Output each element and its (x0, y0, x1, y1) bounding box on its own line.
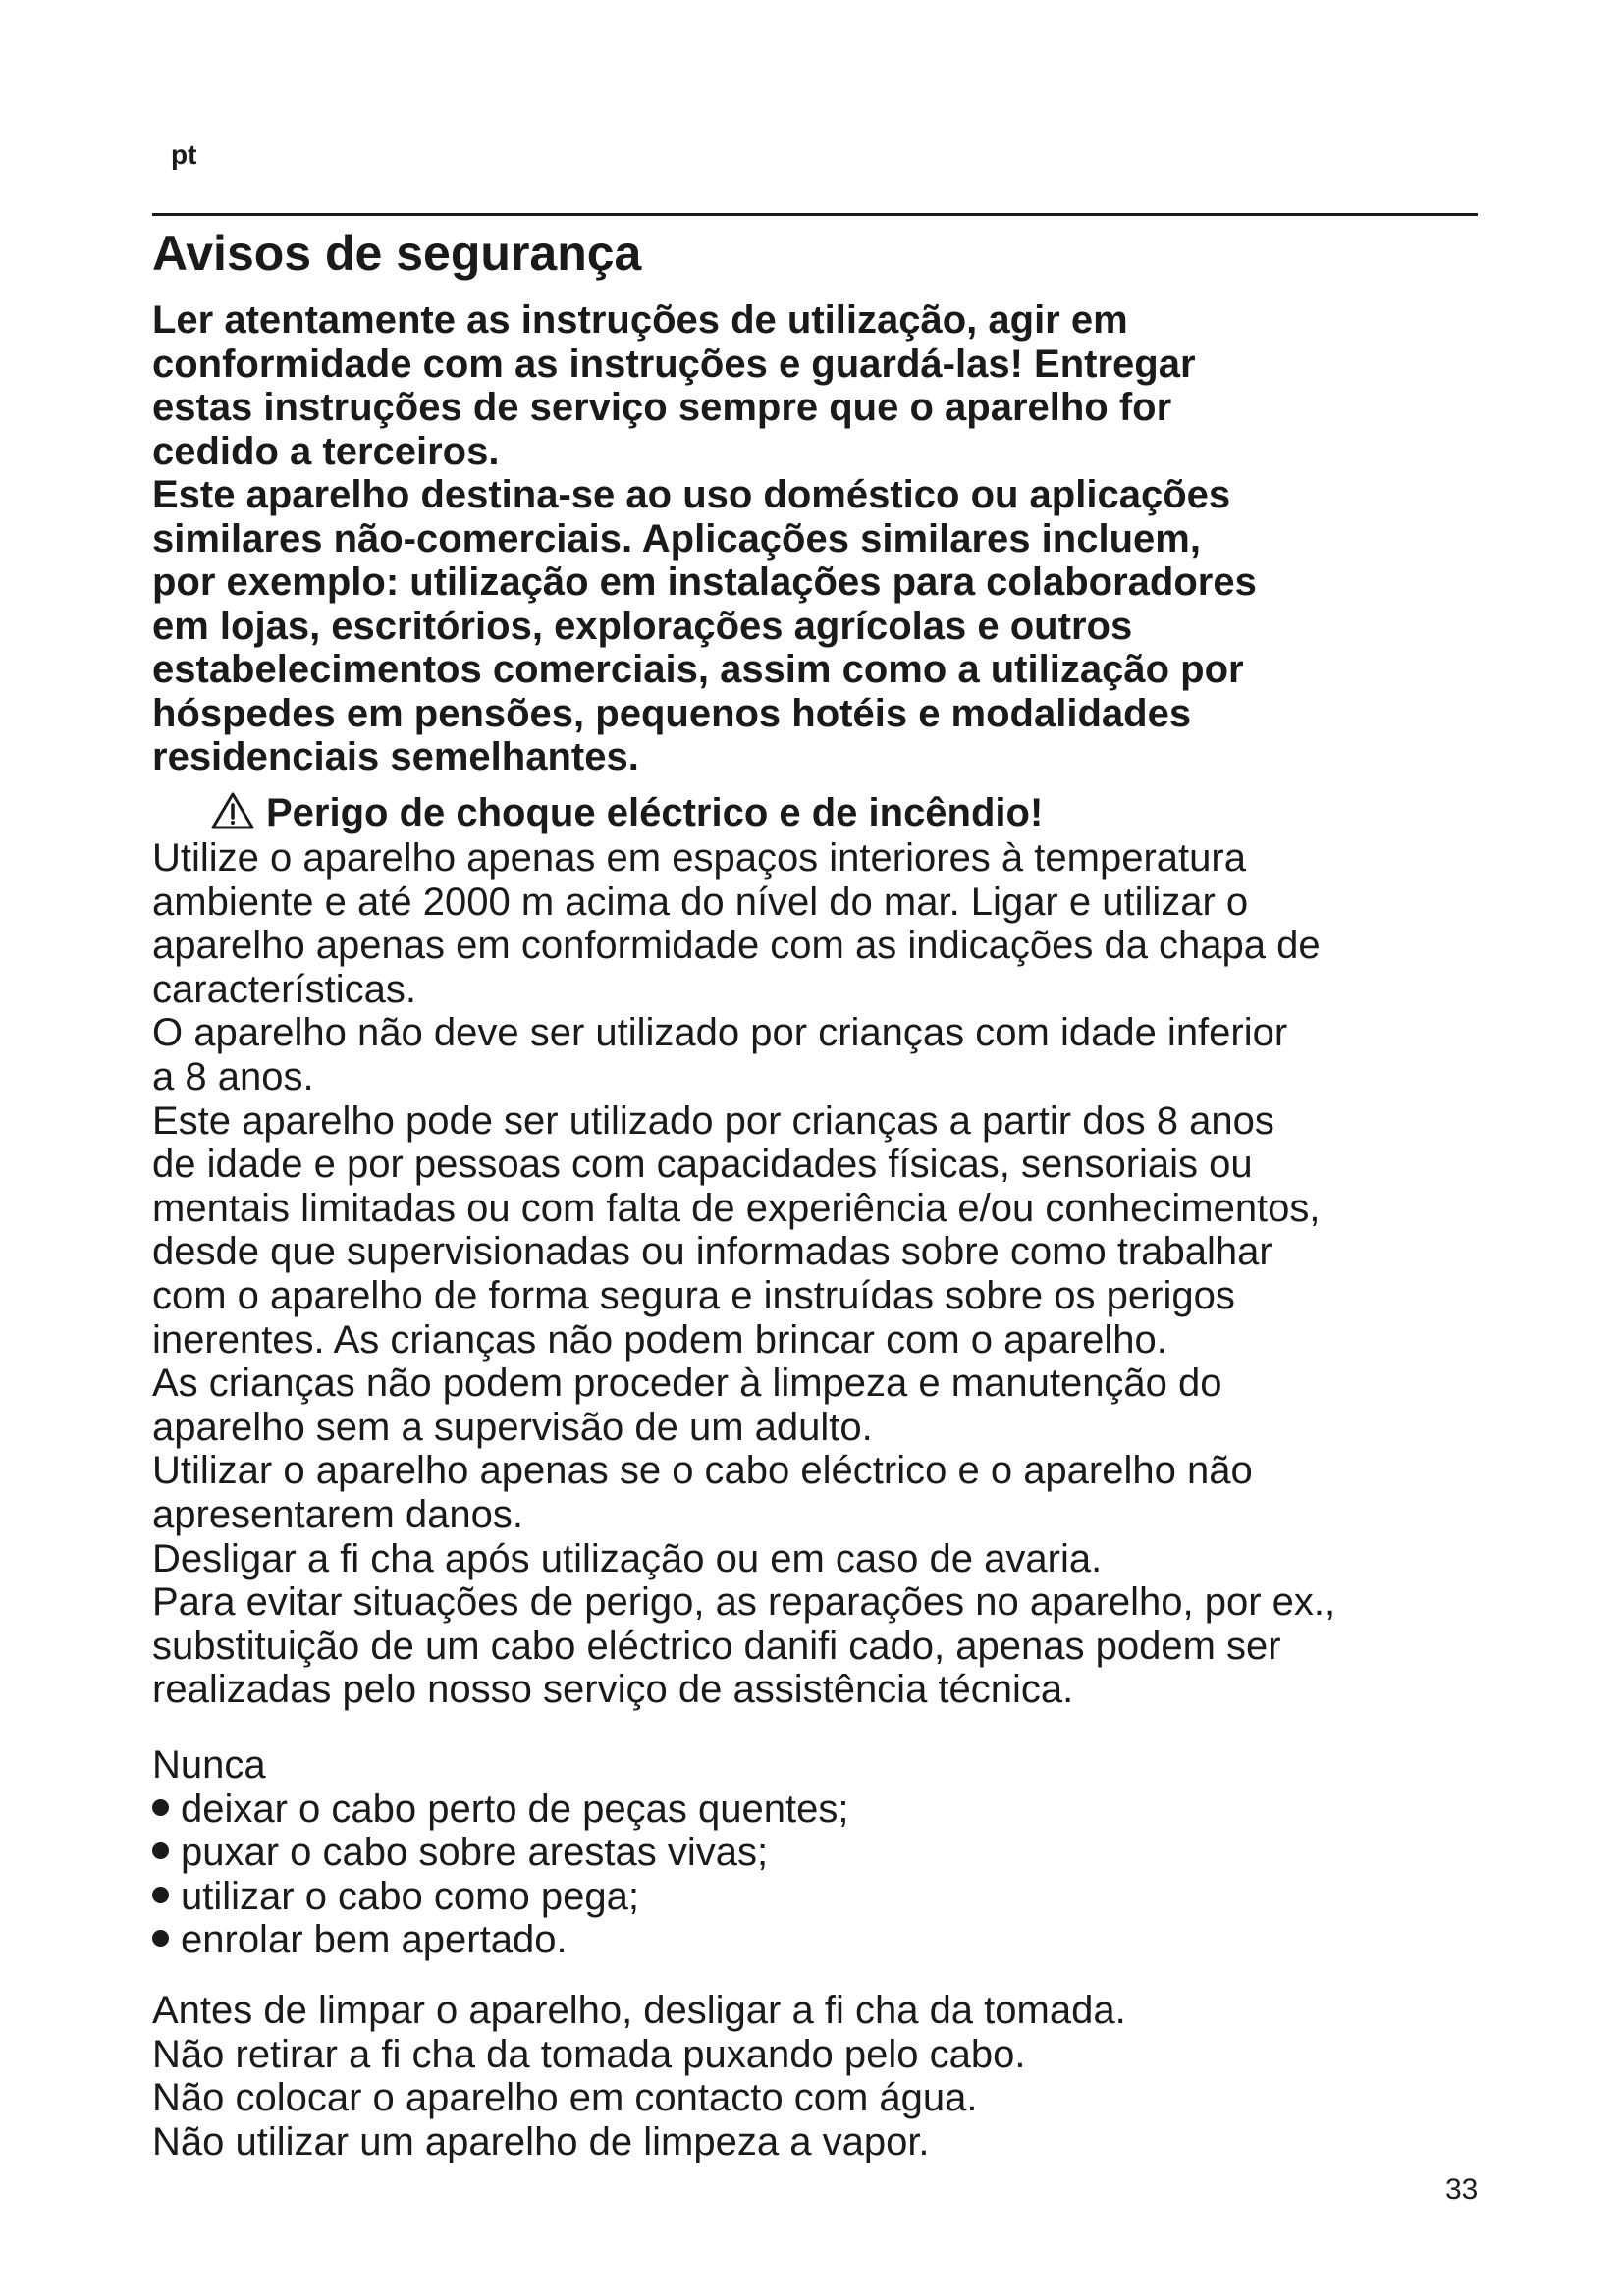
bullet-icon (152, 1799, 169, 1816)
warning-triangle-icon (211, 792, 254, 829)
warning-heading (211, 791, 1043, 834)
body-line: de idade e por pessoas com capacidades físicas, sensoriais ou (152, 1143, 1253, 1187)
intro-line: em lojas, escritórios, explorações agrícolas e outros (152, 604, 1133, 648)
list-item (152, 1831, 1429, 1875)
cleaning-section (152, 1989, 1429, 2163)
warning-heading-text: Perigo de choque eléctrico e de incêndio! (266, 791, 1044, 834)
list-item (152, 1875, 1429, 1919)
cleaning-line: Não utilizar um aparelho de limpeza a vapor. (152, 2119, 930, 2163)
intro-line: Este aparelho destina-se ao uso doméstico ou aplicações (152, 473, 1231, 516)
list-item (152, 1918, 1429, 1962)
nunca-section (152, 1743, 1429, 1962)
body-line: realizadas pelo nosso serviço de assistência técnica. (152, 1668, 1074, 1712)
body-line: apresentarem danos. (152, 1492, 524, 1536)
list-item-text: utilizar o cabo como pega; (181, 1874, 639, 1918)
body-line: aparelho apenas em conformidade com as indicações da chapa de (152, 924, 1321, 968)
body-line: desde que supervisionadas ou informadas sobre como trabalhar (152, 1230, 1272, 1274)
intro-line: conformidade com as instruções e guardá-las! Entregar (152, 342, 1196, 386)
intro-line: residenciais semelhantes. (152, 735, 639, 778)
safety-body (152, 836, 1497, 1712)
body-line: O aparelho não deve ser utilizado por crianças com idade inferior (152, 1011, 1288, 1055)
intro-paragraph (152, 298, 1488, 779)
body-line: a 8 anos. (152, 1054, 314, 1098)
intro-line: hóspedes em pensões, pequenos hotéis e modalidades (152, 691, 1192, 735)
list-item (152, 1788, 1429, 1832)
intro-line: Ler atentamente as instruções de utilização, agir em (152, 298, 1128, 342)
intro-line: por exemplo: utilização em instalações para colaboradores (152, 561, 1257, 604)
intro-line: cedido a terceiros. (152, 429, 500, 473)
body-line: características. (152, 967, 416, 1011)
cleaning-line: Não retirar a fi cha da tomada puxando pelo cabo. (152, 2032, 1026, 2076)
cleaning-line: Não colocar o aparelho em contacto com água. (152, 2076, 978, 2119)
body-line: Este aparelho pode ser utilizado por crianças a partir dos 8 anos (152, 1098, 1274, 1143)
page-title: Avisos de segurança (152, 226, 642, 281)
body-line: com o aparelho de forma segura e instruídas sobre os perigos (152, 1273, 1235, 1317)
bullet-icon (152, 1842, 169, 1859)
intro-line: estabelecimentos comerciais, assim como a utilização por (152, 648, 1244, 691)
bullet-icon (152, 1887, 169, 1903)
body-line: As crianças não podem proceder à limpeza e manutenção do (152, 1362, 1222, 1406)
nunca-label: Nunca (152, 1743, 266, 1787)
body-line: substituição de um cabo eléctrico danifi cado, apenas podem ser (152, 1624, 1281, 1668)
list-item-text: deixar o cabo perto de peças quentes; (181, 1787, 849, 1831)
cleaning-line: Antes de limpar o aparelho, desligar a fi cha da tomada. (152, 1989, 1126, 2032)
body-line: Utilize o aparelho apenas em espaços interiores à temperatura (152, 836, 1246, 880)
body-line: inerentes. As crianças não podem brincar com o aparelho. (152, 1317, 1167, 1362)
nunca-list (152, 1788, 1429, 1962)
list-item-text: enrolar bem apertado. (181, 1918, 568, 1961)
language-code: pt (171, 139, 197, 170)
body-line: aparelho sem a supervisão de um adulto. (152, 1405, 873, 1449)
body-line: ambiente e até 2000 m acima do nível do mar. Ligar e utilizar o (152, 880, 1249, 924)
body-line: mentais limitadas ou com falta de experiência e/ou conhecimentos, (152, 1186, 1321, 1230)
list-item-text: puxar o cabo sobre arestas vivas; (181, 1831, 769, 1874)
header-divider (152, 213, 1478, 216)
body-line: Desligar a fi cha após utilização ou em caso de avaria. (152, 1536, 1103, 1580)
bullet-icon (152, 1930, 169, 1947)
intro-line: estas instruções de serviço sempre que o aparelho for (152, 386, 1172, 429)
intro-line: similares não-comerciais. Aplicações similares incluem, (152, 516, 1201, 561)
body-line: Utilizar o aparelho apenas se o cabo eléctrico e o aparelho não (152, 1449, 1253, 1493)
body-line: Para evitar situações de perigo, as reparações no aparelho, por ex., (152, 1580, 1336, 1625)
page-number: 33 (1445, 2173, 1479, 2206)
